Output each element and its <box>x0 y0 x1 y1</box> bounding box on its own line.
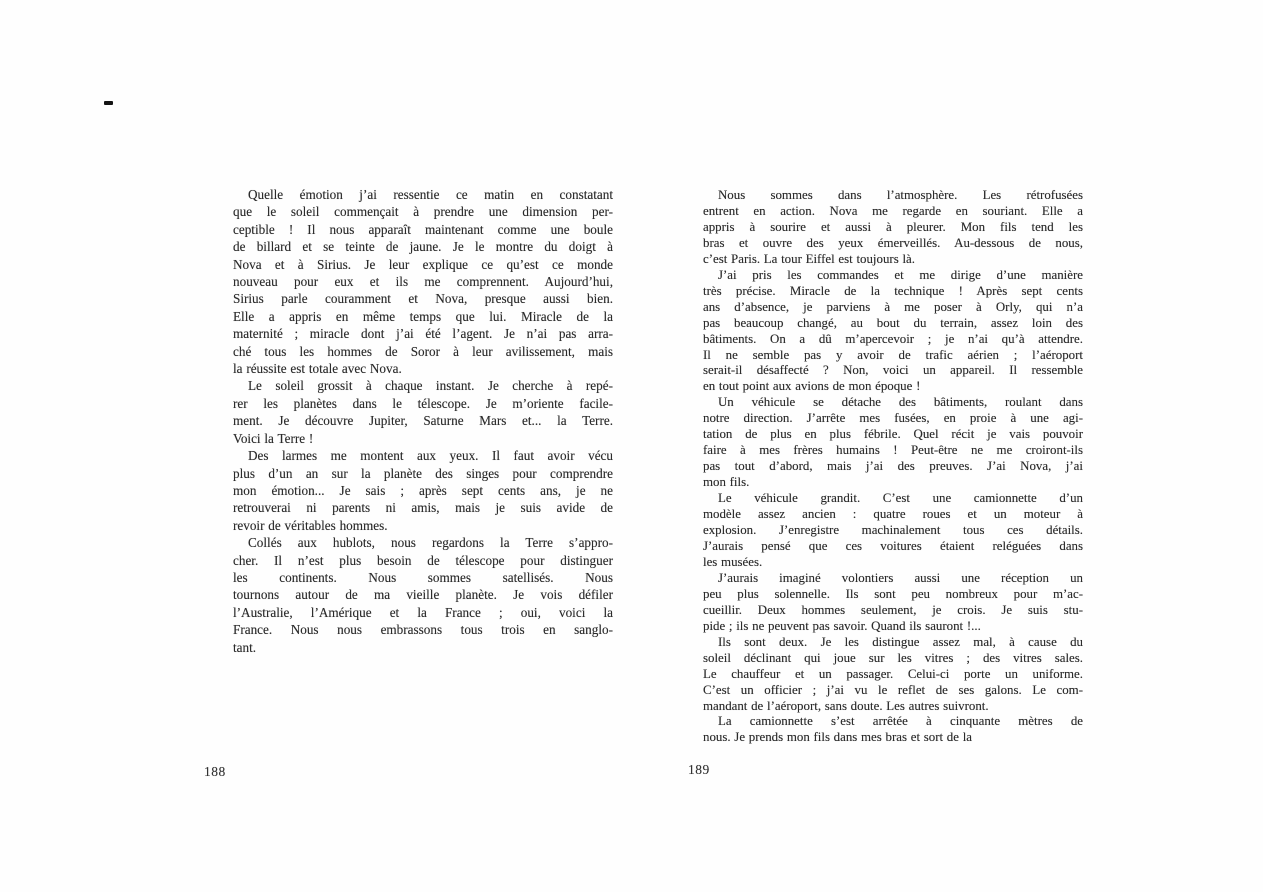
text-line: pide ; ils ne peuvent pas savoir. Quand ils sauront !... <box>703 618 981 633</box>
text-line: ment. Je découvre Jupiter, Saturne Mars et... la Terre. <box>233 413 613 429</box>
text-line: pas beaucoup changé, au bout du terrain, assez loin des <box>703 315 1083 330</box>
text-line: notre direction. J’arrête mes fusées, en proie à une agi- <box>703 411 1083 426</box>
text-line: J’aurais pensé que ces voitures étaient reléguées dans <box>703 538 1083 553</box>
paragraph <box>233 447 613 534</box>
text-line: les continents. Nous sommes satellisés. Nous <box>233 569 613 585</box>
text-line: pas tout d’abord, mais j’ai des preuves. J’ai Nova, j’ai <box>703 459 1083 474</box>
text-line: Nova et à Sirius. Je leur explique ce qu’est ce monde <box>233 256 613 272</box>
text-line: très précise. Miracle de la technique ! Après sept cents <box>703 283 1083 298</box>
text-line: rer les planètes dans le télescope. Je m’oriente facile- <box>233 395 613 411</box>
text-line: cher. Il n’est plus besoin de télescope pour distinguer <box>233 552 613 568</box>
paragraph <box>233 186 613 377</box>
text-line: modèle assez ancien : quatre roues et un moteur à <box>703 507 1083 522</box>
text-line: Collés aux hublots, nous regardons la Terre s’appro- <box>248 535 613 551</box>
text-line: ceptible ! Il nous apparaît maintenant comme une boule <box>233 221 613 237</box>
text-line: Ils sont deux. Je les distingue assez mal, à cause du <box>718 634 1083 649</box>
paragraph <box>703 635 1083 715</box>
text-line: la réussite est totale avec Nova. <box>233 361 402 377</box>
text-line: Il ne semble pas y avoir de trafic aérien ; l’aéroport <box>703 347 1083 362</box>
text-line: cueillir. Deux hommes seulement, je crois. Je suis stu- <box>703 602 1083 617</box>
text-line: Le chauffeur et un passager. Celui-ci porte un uniforme. <box>703 666 1083 681</box>
text-line: soleil déclinant qui joue sur les vitres ; des vitres sales. <box>703 650 1083 665</box>
page-number-right: 189 <box>688 762 710 777</box>
text-line: mandant de l’aéroport, sans doute. Les autres suivront. <box>703 698 989 713</box>
paragraph <box>703 714 1083 746</box>
text-line: maternité ; miracle dont j’ai été l’agent. Je n’ai pas arra- <box>233 326 613 342</box>
text-line: entrent en action. Nova me regarde en souriant. Elle a <box>703 203 1083 218</box>
paragraph <box>233 534 613 656</box>
paragraph <box>703 395 1083 491</box>
text-line: nous. Je prends mon fils dans mes bras et sort de la <box>703 730 972 745</box>
page-number-left: 188 <box>204 764 226 779</box>
text-line: plus d’un an sur la planète des singes pour comprendre <box>233 465 613 481</box>
text-line: Le véhicule grandit. C’est une camionnette d’un <box>718 491 1083 506</box>
paragraph <box>703 571 1083 635</box>
left-page-text <box>233 186 613 656</box>
right-page-text <box>703 188 1083 746</box>
text-line: Nous sommes dans l’atmosphère. Les rétrofusées <box>718 188 1083 202</box>
text-line: Quelle émotion j’ai ressentie ce matin en constatant <box>248 187 613 202</box>
text-line: Voici la Terre ! <box>233 430 314 446</box>
text-line: Des larmes me montent aux yeux. Il faut avoir vécu <box>248 448 613 464</box>
text-line: Le soleil grossit à chaque instant. Je cherche à repé- <box>248 378 613 394</box>
text-line: Elle a appris en même temps que lui. Miracle de la <box>233 308 613 324</box>
text-line: ché tous les hommes de Soror à leur avilissement, mais <box>233 343 613 359</box>
text-line: que le soleil commençait à prendre une dimension per- <box>233 204 613 220</box>
text-line: appris à sourire et aussi à pleurer. Mon fils tend les <box>703 219 1083 234</box>
text-line: l’Australie, l’Amérique et la France ; oui, voici la <box>233 604 613 620</box>
paragraph <box>703 188 1083 268</box>
text-line: de billard et se teinte de jaune. Je le montre du doigt à <box>233 239 613 255</box>
text-line: La camionnette s’est arrêtée à cinquante mètres de <box>718 714 1083 729</box>
text-line: bâtiments. On a dû m’apercevoir ; je n’ai qu’à attendre. <box>703 331 1083 346</box>
text-line: J’ai pris les commandes et me dirige d’une manière <box>718 267 1083 282</box>
text-line: peu plus solennelle. Ils sont peu nombreux pour m’ac- <box>703 586 1083 601</box>
text-line: explosion. J’enregistre machinalement tous ces détails. <box>703 523 1083 538</box>
text-line: C’est un officier ; j’ai vu le reflet de ses galons. Le com- <box>703 682 1083 697</box>
paragraph <box>233 377 613 447</box>
text-line: Sirius parle couramment et Nova, presque aussi bien. <box>233 291 613 307</box>
paragraph <box>703 491 1083 571</box>
text-line: les musées. <box>703 554 763 569</box>
text-line: France. Nous nous embrassons tous trois en sanglo- <box>233 622 613 638</box>
text-line: nouveau pour eux et ils me comprennent. Aujourd’hui, <box>233 274 613 290</box>
text-line: J’aurais imaginé volontiers aussi une réception un <box>718 570 1083 585</box>
text-line: revoir de véritables hommes. <box>233 517 388 533</box>
text-line: c’est Paris. La tour Eiffel est toujours là. <box>703 251 915 266</box>
text-line: tation de plus en plus fébrile. Quel récit je vais pouvoir <box>703 427 1083 442</box>
text-line: tournons autour de ma vieille planète. Je vois défiler <box>233 587 613 603</box>
text-line: bras et ouvre des yeux émerveillés. Au-dessous de nous, <box>703 235 1083 250</box>
ink-mark-artifact <box>104 101 113 105</box>
text-line: serait-il désaffecté ? Non, voici un appareil. Il ressemble <box>703 363 1083 378</box>
text-line: tant. <box>233 639 257 655</box>
text-line: faire à mes frères humains ! Peut-être ne me croiront-ils <box>703 443 1083 458</box>
paragraph <box>703 268 1083 396</box>
text-line: Un véhicule se détache des bâtiments, roulant dans <box>718 395 1083 410</box>
text-line: mon émotion... Je sais ; après sept cents ans, je ne <box>233 482 613 498</box>
text-line: retrouverai ni parents ni amis, mais je suis avide de <box>233 500 613 516</box>
text-line: en tout point aux avions de mon époque ! <box>703 379 921 394</box>
text-line: mon fils. <box>703 475 750 490</box>
text-line: ans d’absence, je parviens à me poser à Orly, qui n’a <box>703 299 1083 314</box>
